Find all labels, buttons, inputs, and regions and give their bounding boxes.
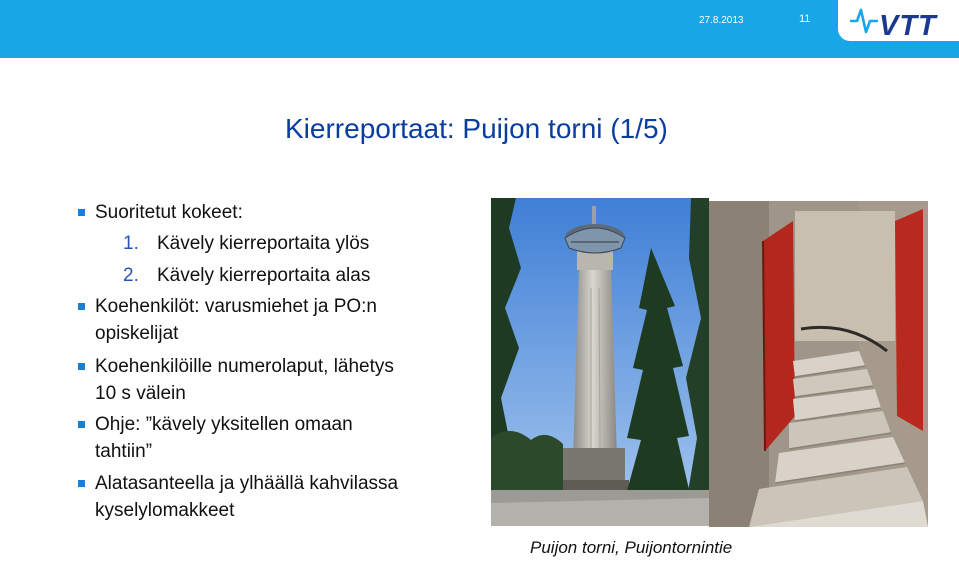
bullet-text: Ohje: ”kävely yksitellen omaan	[95, 414, 353, 435]
bullet-text: Koehenkilöille numerolaput, lähetys	[95, 356, 394, 377]
slide-date: 27.8.2013	[699, 15, 744, 26]
bullet-square-icon	[78, 480, 85, 487]
sub-item-text: Kävely kierreportaita ylös	[157, 233, 370, 254]
bullet-text: kyselylomakkeet	[95, 500, 235, 521]
bullet-text: opiskelijat	[95, 323, 179, 344]
sub-item-text: Kävely kierreportaita alas	[157, 265, 371, 286]
tower-photo	[491, 198, 709, 526]
bullet-text: 10 s välein	[95, 383, 186, 404]
bullet-square-icon	[78, 363, 85, 370]
bullet-text: Alatasanteella ja ylhäällä kahvilassa	[95, 473, 399, 494]
bullet-text: Koehenkilöt: varusmiehet ja PO:n	[95, 296, 377, 317]
bullet-square-icon	[78, 209, 85, 216]
bullet-text: Suoritetut kokeet:	[95, 202, 243, 223]
bullet-square-icon	[78, 303, 85, 310]
header-bar	[0, 0, 959, 58]
vtt-logo	[838, 0, 959, 41]
slide-title: Kierreportaat: Puijon torni (1/5)	[285, 113, 668, 144]
bullet-square-icon	[78, 421, 85, 428]
vtt-logo-icon	[848, 5, 952, 37]
bullet-text: tahtiin”	[95, 441, 153, 462]
photo-caption: Puijon torni, Puijontornintie	[530, 538, 733, 557]
page-number: 11	[799, 13, 811, 25]
sub-item-number: 1.	[123, 233, 139, 254]
staircase-photo	[709, 201, 928, 527]
vtt-logo-text: VTT	[879, 10, 937, 37]
sub-item-number: 2.	[123, 265, 139, 286]
